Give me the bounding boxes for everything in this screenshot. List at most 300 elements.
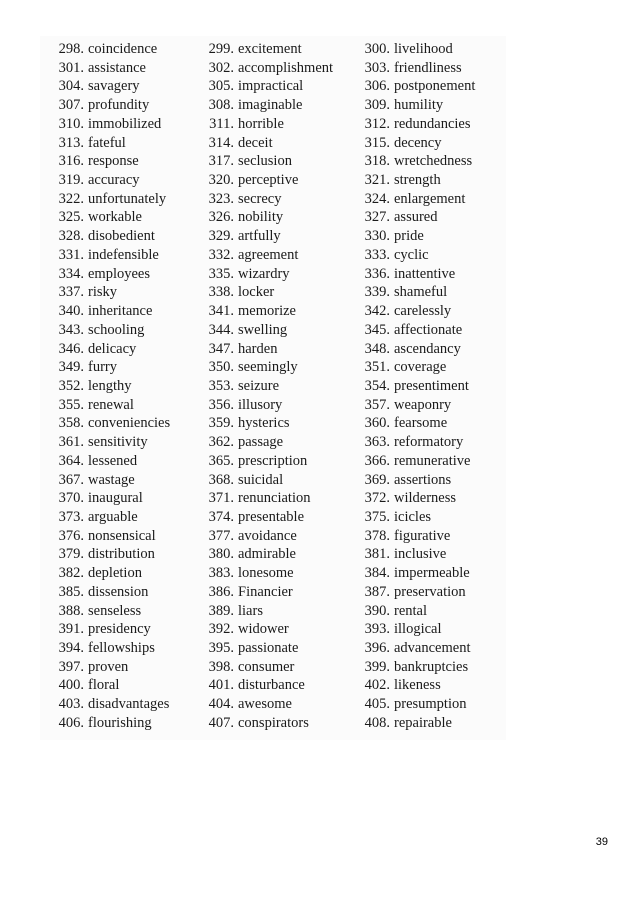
entry-number: 400. — [58, 677, 84, 694]
entry-word: accomplishment — [238, 59, 334, 76]
word-entry — [196, 208, 352, 227]
word-entry — [196, 639, 352, 658]
entry-word: assured — [394, 209, 438, 226]
entry-number: 385. — [58, 583, 84, 600]
entry-number: 334. — [58, 265, 84, 282]
word-entry — [196, 302, 352, 321]
entry-number: 374. — [208, 508, 234, 525]
entry-number: 391. — [58, 621, 84, 638]
entry-word: awesome — [238, 696, 292, 713]
entry-number: 299. — [208, 41, 234, 57]
word-entry — [352, 602, 506, 621]
word-entry — [196, 527, 352, 546]
entry-word: admirable — [238, 546, 296, 563]
entry-number: 300. — [364, 41, 390, 57]
entry-number: 369. — [364, 471, 390, 488]
word-entry — [196, 658, 352, 677]
entry-word: illogical — [394, 621, 442, 638]
entry-number: 365. — [208, 452, 234, 469]
entry-number: 381. — [364, 546, 390, 563]
entry-number: 405. — [364, 696, 390, 713]
entry-word: employees — [88, 265, 151, 282]
entry-number: 319. — [58, 172, 84, 189]
entry-number: 349. — [58, 359, 84, 376]
entry-number: 368. — [208, 471, 234, 488]
entry-word: enlargement — [394, 190, 466, 207]
word-entry — [46, 433, 196, 452]
word-entry — [46, 246, 196, 265]
entry-number: 337. — [58, 284, 84, 301]
entry-word: bankruptcies — [394, 658, 469, 675]
entry-word: seizure — [238, 377, 280, 394]
word-entry — [352, 527, 506, 546]
word-entry — [352, 40, 506, 59]
word-entry — [352, 583, 506, 602]
word-entry — [352, 115, 506, 134]
entry-number: 341. — [208, 303, 234, 320]
entry-word: widower — [238, 621, 289, 638]
word-entry — [46, 471, 196, 490]
entry-number: 372. — [364, 490, 390, 507]
entry-word: friendliness — [394, 59, 462, 76]
entry-word: furry — [88, 359, 117, 376]
word-entry — [46, 115, 196, 134]
word-entry — [352, 620, 506, 639]
word-entry — [46, 302, 196, 321]
word-entry — [46, 620, 196, 639]
word-entry — [352, 283, 506, 302]
entry-word: weaponry — [394, 396, 452, 413]
word-entry — [352, 564, 506, 583]
page-number: 39 — [595, 836, 608, 848]
word-entry — [196, 190, 352, 209]
word-entry — [196, 227, 352, 246]
entry-number: 298. — [58, 41, 84, 57]
entry-number: 312. — [364, 115, 390, 132]
word-entry — [46, 545, 196, 564]
entry-word: preservation — [394, 583, 466, 600]
word-entry — [352, 265, 506, 284]
entry-word: distribution — [88, 546, 155, 563]
entry-word: proven — [88, 658, 129, 675]
entry-word: passage — [238, 434, 284, 451]
word-entry — [196, 77, 352, 96]
entry-word: strength — [394, 172, 441, 189]
entry-word: prescription — [238, 452, 308, 469]
entry-number: 316. — [58, 153, 84, 170]
entry-word: renunciation — [238, 490, 311, 507]
entry-number: 406. — [58, 714, 84, 731]
entry-number: 317. — [208, 153, 234, 170]
entry-number: 402. — [364, 677, 390, 694]
word-entry — [352, 433, 506, 452]
entry-word: excitement — [238, 41, 302, 57]
word-entry — [352, 171, 506, 190]
entry-number: 407. — [208, 714, 234, 731]
word-entry — [196, 583, 352, 602]
word-entry — [196, 452, 352, 471]
entry-word: memorize — [238, 303, 296, 320]
entry-word: carelessly — [394, 303, 452, 320]
entry-word: agreement — [238, 246, 299, 263]
entry-number: 308. — [208, 97, 234, 114]
entry-word: ascendancy — [394, 340, 461, 357]
entry-word: disadvantages — [88, 696, 170, 713]
entry-number: 305. — [208, 78, 234, 95]
entry-number: 345. — [364, 321, 390, 338]
entry-word: arguable — [88, 508, 138, 525]
entry-word: icicles — [394, 508, 432, 525]
word-entry — [196, 152, 352, 171]
entry-number: 330. — [364, 228, 390, 245]
entry-word: harden — [238, 340, 278, 357]
word-entry — [196, 620, 352, 639]
entry-number: 348. — [364, 340, 390, 357]
entry-word: immobilized — [88, 115, 162, 132]
entry-word: artfully — [238, 228, 281, 245]
entry-number: 384. — [364, 565, 390, 582]
entry-number: 379. — [58, 546, 84, 563]
word-entry — [46, 508, 196, 527]
entry-number: 326. — [208, 209, 234, 226]
word-entry — [352, 59, 506, 78]
entry-word: response — [88, 153, 139, 170]
entry-number: 399. — [364, 658, 390, 675]
entry-number: 352. — [58, 377, 84, 394]
entry-word: consumer — [238, 658, 295, 675]
word-entry — [196, 414, 352, 433]
word-entry — [352, 340, 506, 359]
word-entry — [46, 489, 196, 508]
word-entry — [46, 583, 196, 602]
entry-number: 342. — [364, 303, 390, 320]
entry-word: pride — [394, 228, 424, 245]
word-entry — [352, 227, 506, 246]
word-entry — [46, 602, 196, 621]
entry-number: 336. — [364, 265, 390, 282]
entry-word: illusory — [238, 396, 283, 413]
word-entry — [352, 377, 506, 396]
word-entry — [46, 321, 196, 340]
entry-number: 343. — [58, 321, 84, 338]
word-entry — [196, 471, 352, 490]
word-entry — [196, 321, 352, 340]
entry-number: 333. — [364, 246, 390, 263]
entry-word: affectionate — [394, 321, 463, 338]
entry-number: 346. — [58, 340, 84, 357]
entry-word: accuracy — [88, 172, 140, 189]
entry-word: floral — [88, 677, 120, 694]
word-entry — [352, 190, 506, 209]
word-entry — [46, 695, 196, 714]
word-entry — [46, 639, 196, 658]
word-entry — [196, 134, 352, 153]
entry-word: liars — [238, 602, 263, 619]
word-entry — [352, 134, 506, 153]
entry-number: 307. — [58, 97, 84, 114]
word-entry — [46, 414, 196, 433]
entry-word: coverage — [394, 359, 447, 376]
entry-word: redundancies — [394, 115, 471, 132]
entry-number: 302. — [208, 59, 234, 76]
entry-number: 355. — [58, 396, 84, 413]
word-entry — [196, 358, 352, 377]
word-entry — [196, 396, 352, 415]
entry-word: postponement — [394, 78, 476, 95]
entry-word: advancement — [394, 640, 471, 656]
entry-word: nonsensical — [88, 527, 156, 544]
entry-number: 389. — [208, 602, 234, 619]
entry-number: 386. — [208, 583, 234, 600]
entry-number: 401. — [208, 677, 234, 694]
entry-number: 356. — [208, 396, 234, 413]
entry-number: 392. — [208, 621, 234, 638]
entry-number: 353. — [208, 377, 234, 394]
word-entry — [46, 714, 196, 733]
entry-number: 375. — [364, 508, 390, 525]
entry-word: workable — [88, 209, 142, 226]
entry-number: 339. — [364, 284, 390, 301]
word-entry — [196, 59, 352, 78]
entry-number: 397. — [58, 658, 84, 675]
entry-word: seclusion — [238, 153, 292, 170]
entry-word: inclusive — [394, 546, 447, 563]
entry-number: 335. — [208, 265, 234, 282]
word-entry — [196, 545, 352, 564]
entry-number: 313. — [58, 134, 84, 151]
word-entry — [46, 283, 196, 302]
entry-word: secrecy — [238, 190, 282, 207]
entry-number: 383. — [208, 565, 234, 582]
entry-number: 404. — [208, 696, 234, 713]
entry-number: 327. — [364, 209, 390, 226]
entry-number: 303. — [364, 59, 390, 76]
entry-word: unfortunately — [88, 190, 167, 207]
entry-word: lessened — [88, 452, 138, 469]
word-entry — [352, 639, 506, 658]
word-entry — [196, 508, 352, 527]
entry-number: 314. — [208, 134, 234, 151]
entry-number: 373. — [58, 508, 84, 525]
word-entry — [352, 545, 506, 564]
entry-word: inheritance — [88, 303, 153, 320]
entry-word: coincidence — [88, 41, 158, 57]
word-entry — [46, 265, 196, 284]
entry-word: seemingly — [238, 359, 298, 376]
entry-word: assistance — [88, 59, 146, 76]
entry-number: 364. — [58, 452, 84, 469]
word-entry — [196, 695, 352, 714]
word-entry — [352, 695, 506, 714]
entry-number: 408. — [364, 714, 390, 731]
word-entry — [46, 59, 196, 78]
word-entry — [352, 489, 506, 508]
entry-number: 347. — [208, 340, 234, 357]
entry-word: remunerative — [394, 452, 471, 469]
entry-number: 322. — [58, 190, 84, 207]
word-entry — [196, 377, 352, 396]
entry-number: 321. — [364, 172, 390, 189]
entry-word: wizardry — [238, 265, 290, 282]
entry-number: 351. — [364, 359, 390, 376]
word-entry — [46, 452, 196, 471]
entry-number: 366. — [364, 452, 390, 469]
entry-number: 360. — [364, 415, 390, 432]
word-entry — [46, 134, 196, 153]
entry-number: 323. — [208, 190, 234, 207]
entry-word: cyclic — [394, 246, 429, 263]
entry-word: passionate — [238, 640, 299, 656]
entry-word: savagery — [88, 78, 140, 95]
word-entry — [352, 414, 506, 433]
word-entry — [352, 321, 506, 340]
word-entry — [196, 714, 352, 733]
entry-number: 387. — [364, 583, 390, 600]
word-entry — [352, 658, 506, 677]
entry-number: 359. — [208, 415, 234, 432]
word-entry — [46, 358, 196, 377]
entry-word: lengthy — [88, 377, 132, 394]
entry-word: schooling — [88, 321, 145, 338]
entry-number: 310. — [58, 115, 84, 132]
word-entry — [196, 115, 352, 134]
entry-word: imaginable — [238, 97, 303, 114]
word-entry — [196, 676, 352, 695]
entry-word: assertions — [394, 471, 452, 488]
entry-word: suicidal — [238, 471, 284, 488]
entry-word: lonesome — [238, 565, 294, 582]
word-entry — [352, 246, 506, 265]
word-entry — [196, 489, 352, 508]
entry-number: 378. — [364, 527, 390, 544]
entry-number: 311. — [209, 115, 234, 132]
entry-number: 338. — [208, 284, 234, 301]
entry-word: rental — [394, 602, 428, 619]
word-entry — [46, 340, 196, 359]
entry-word: renewal — [88, 396, 134, 413]
word-entry — [352, 208, 506, 227]
entry-number: 393. — [364, 621, 390, 638]
entry-word: dissension — [88, 583, 149, 600]
entry-number: 329. — [208, 228, 234, 245]
entry-number: 396. — [364, 640, 390, 656]
entry-number: 304. — [58, 78, 84, 95]
entry-number: 325. — [58, 209, 84, 226]
entry-word: shameful — [394, 284, 448, 301]
entry-word: conspirators — [238, 714, 309, 731]
word-entry — [352, 396, 506, 415]
word-entry — [196, 433, 352, 452]
word-entry — [46, 377, 196, 396]
entry-word: reformatory — [394, 434, 464, 451]
entry-number: 398. — [208, 658, 234, 675]
entry-word: repairable — [394, 714, 452, 731]
entry-word: livelihood — [394, 41, 453, 57]
word-entry — [352, 302, 506, 321]
entry-word: fellowships — [88, 640, 155, 656]
word-entry — [196, 564, 352, 583]
word-entry — [352, 96, 506, 115]
word-entry — [46, 190, 196, 209]
word-list — [46, 40, 506, 733]
entry-word: profundity — [88, 97, 150, 114]
entry-number: 395. — [208, 640, 234, 656]
word-entry — [196, 96, 352, 115]
entry-word: swelling — [238, 321, 288, 338]
entry-number: 362. — [208, 434, 234, 451]
entry-word: presentiment — [394, 377, 469, 394]
entry-word: flourishing — [88, 714, 152, 731]
word-entry — [352, 152, 506, 171]
entry-word: impractical — [238, 78, 304, 95]
entry-word: fearsome — [394, 415, 448, 432]
word-entry — [352, 676, 506, 695]
entry-number: 370. — [58, 490, 84, 507]
entry-word: wastage — [88, 471, 135, 488]
entry-word: hysterics — [238, 415, 290, 432]
entry-word: likeness — [394, 677, 441, 694]
word-entry — [46, 208, 196, 227]
entry-word: nobility — [238, 209, 284, 226]
word-entry — [46, 527, 196, 546]
word-entry — [46, 96, 196, 115]
entry-word: horrible — [238, 115, 284, 132]
entry-number: 350. — [208, 359, 234, 376]
word-entry — [352, 714, 506, 733]
entry-word: figurative — [394, 527, 451, 544]
entry-word: wretchedness — [394, 153, 473, 170]
entry-word: presentable — [238, 508, 305, 525]
entry-word: deceit — [238, 134, 273, 151]
entry-number: 376. — [58, 527, 84, 544]
entry-number: 377. — [208, 527, 234, 544]
entry-number: 320. — [208, 172, 234, 189]
entry-word: inaugural — [88, 490, 143, 507]
word-entry — [196, 602, 352, 621]
entry-number: 331. — [58, 246, 84, 263]
word-entry — [46, 171, 196, 190]
entry-number: 371. — [208, 490, 234, 507]
entry-number: 315. — [364, 134, 390, 151]
entry-word: inattentive — [394, 265, 456, 282]
entry-number: 403. — [58, 696, 84, 713]
entry-word: avoidance — [238, 527, 297, 544]
entry-word: locker — [238, 284, 275, 301]
word-entry — [46, 658, 196, 677]
entry-word: risky — [88, 284, 117, 301]
entry-word: wilderness — [394, 490, 457, 507]
entry-word: delicacy — [88, 340, 137, 357]
word-entry — [352, 452, 506, 471]
entry-word: impermeable — [394, 565, 470, 582]
word-entry — [46, 227, 196, 246]
entry-word: perceptive — [238, 172, 299, 189]
entry-number: 344. — [208, 321, 234, 338]
entry-number: 324. — [364, 190, 390, 207]
entry-word: conveniencies — [88, 415, 171, 432]
word-entry — [196, 246, 352, 265]
word-entry — [196, 340, 352, 359]
word-entry — [352, 508, 506, 527]
entry-number: 380. — [208, 546, 234, 563]
entry-number: 388. — [58, 602, 84, 619]
word-entry — [196, 40, 352, 59]
entry-word: humility — [394, 97, 444, 114]
entry-number: 361. — [58, 434, 84, 451]
word-entry — [352, 358, 506, 377]
entry-word: decency — [394, 134, 442, 151]
word-entry — [196, 265, 352, 284]
